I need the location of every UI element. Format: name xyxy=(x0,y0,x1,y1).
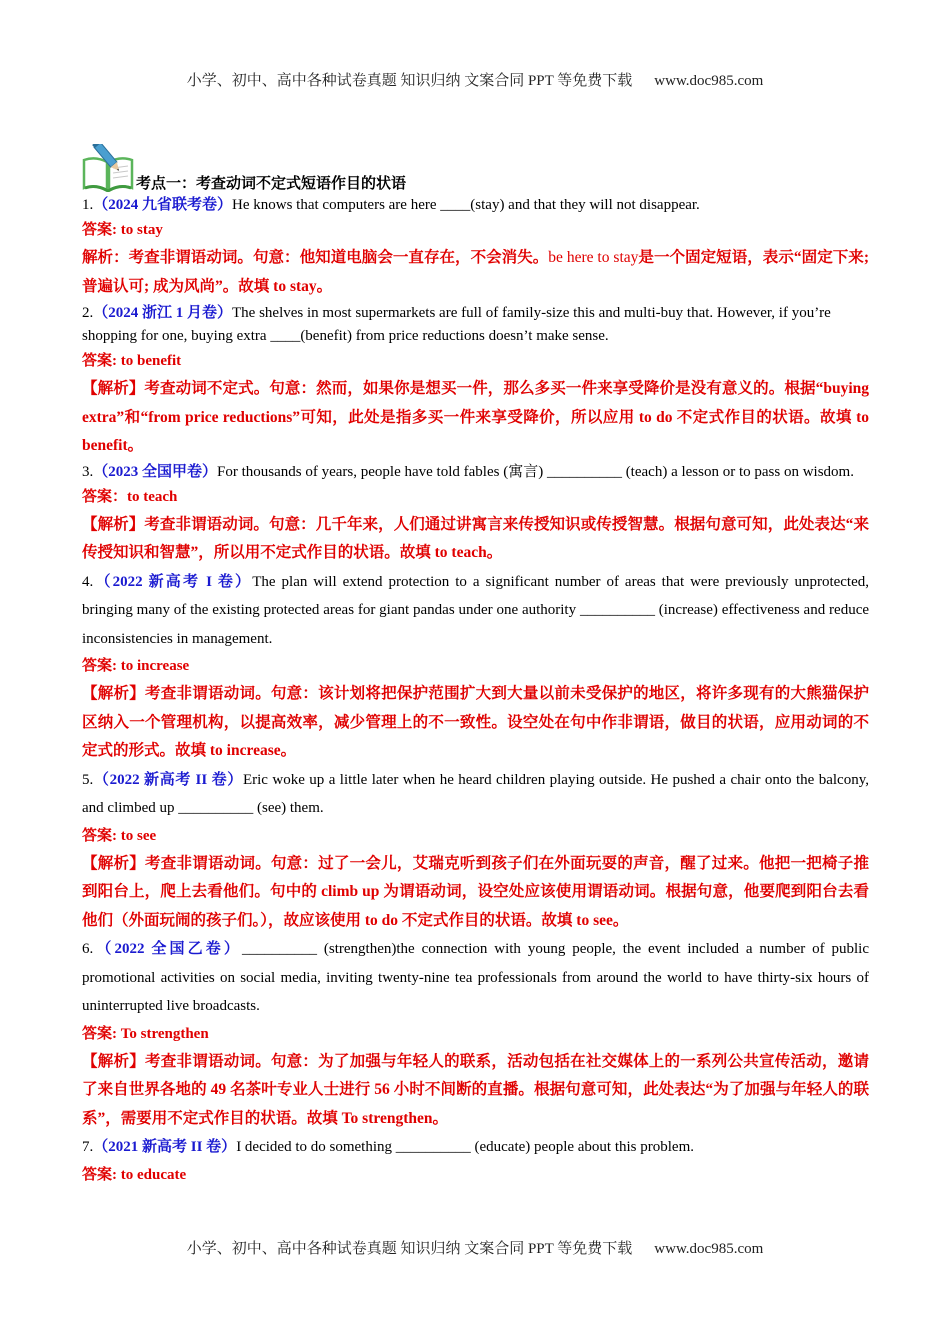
question-text: For thousands of years, people have told fables (寓言) xyxy=(217,463,547,480)
answer-blank: __________ xyxy=(579,602,655,618)
question-text-after: (stay) and that they will not disappear. xyxy=(470,197,700,213)
question-text: I decided to do something xyxy=(236,1139,396,1155)
explanation: 【解析】考查动词不定式。句意：然而，如果你是想买一件，那么多买一件来享受降价是没有意义的。根据“buying extra”和“from price reductions”可知，此处是指多买一件来享受降价，所以应用 to do 不定式作目的状语。故填 to benefit。 xyxy=(82,380,869,454)
answer-blank: __________ xyxy=(546,463,622,480)
question-source: （2023 全国甲卷） xyxy=(93,463,218,480)
question-number: 7. xyxy=(82,1139,94,1155)
explanation-part: 解析：考查非谓语动词。句意：他知道电脑会一直存在，不会消失。 xyxy=(82,249,549,266)
question-5 xyxy=(82,766,869,936)
question-text-after: (educate) people about this problem. xyxy=(470,1139,695,1155)
question-number: 1. xyxy=(82,197,94,213)
question-text: The plan will extend protection to a significant number of areas that were previously unprotected, bringing many of the existing protected areas for giant pandas under one authority xyxy=(82,573,869,618)
question-source: （2024 九省联考卷） xyxy=(93,197,233,213)
explanation: 【解析】考查非谓语动词。句意：为了加强与年轻人的联系，活动包括在社交媒体上的一系列公共宣传活动，邀请了来自世界各地的 49 名茶叶专业人士进行 56 小时不间断的直播。根据句意可知，此处表达“为了加强与年轻人的联系”，需要用不定式作目的状语。故填 To strengthen。 xyxy=(82,1052,869,1127)
answer: 答案: to benefit xyxy=(82,353,182,369)
question-source: （2024 浙江 1 月卷） xyxy=(93,305,233,321)
question-6 xyxy=(82,935,869,1133)
question-source: （2022 新高考 II 卷） xyxy=(93,771,243,788)
question-text-after: (strengthen)the connection with young people, the event included a number of public promotional activities on social media, inviting twenty-nine tea professionals from around the world to have thirty-six hours of uninterrupted live broadcasts. xyxy=(82,941,869,1014)
book-pencil-icon xyxy=(82,144,134,192)
question-number: 5. xyxy=(82,771,94,788)
document-body xyxy=(82,142,869,1189)
answer-blank: ____ xyxy=(270,328,301,344)
answer: 答案: To strengthen xyxy=(82,1025,209,1042)
answer: 答案: to increase xyxy=(82,658,190,674)
answer-blank: ____ xyxy=(440,197,471,213)
question-number: 3. xyxy=(82,463,94,480)
answer-blank: __________ xyxy=(395,1139,471,1155)
answer-blank: __________ xyxy=(242,941,318,957)
question-3 xyxy=(82,461,869,568)
question-7 xyxy=(82,1133,869,1189)
page-footer xyxy=(0,1237,950,1258)
question-number: 2. xyxy=(82,305,94,321)
explanation: 【解析】考查非谓语动词。句意：该计划将把保护范围扩大到大量以前未受保护的地区，将许多现有的大熊猫保护区纳入一个管理机构，以提高效率，减少管理上的不一致性。设空处在句中作非谓语，做目的状语，应用动词的不定式的形式。故填 to increase。 xyxy=(82,685,869,759)
question-text: The shelves in most supermarkets are full of family-size this and multi-buy that. However, if you’re shopping for one, buying extra xyxy=(82,305,831,344)
question-source: （2022 新高考 I 卷） xyxy=(93,573,253,590)
question-text-after: (increase) effectiveness and reduce inconsistencies in management. xyxy=(82,602,870,647)
question-source: （2021 新高考 II 卷） xyxy=(93,1139,237,1155)
question-number: 4. xyxy=(82,573,94,590)
section-title: 考点一：考查动词不定式短语作目的状语 xyxy=(136,174,407,192)
header-url[interactable]: www.doc985.com xyxy=(654,73,764,89)
answer-blank: __________ xyxy=(178,800,254,816)
question-source: （2022 全国乙卷） xyxy=(93,941,243,957)
explanation: 【解析】考查非谓语动词。句意：过了一会儿，艾瑞克听到孩子们在外面玩耍的声音，醒了过来。他把一把椅子推到阳台上，爬上去看他们。句中的 climb up 为谓语动词，设空处应该使用谓语动词。根据句意，他要爬到阳台去看他们（外面玩闹的孩子们。），故应该使用 to do 不定式作目的状语。故填 to see。 xyxy=(82,854,869,929)
explanation-phrase: be here to stay xyxy=(548,249,639,266)
footer-url[interactable]: www.doc985.com xyxy=(654,1241,764,1257)
header-text: 小学、初中、高中各种试卷真题 知识归纳 文案合同 PPT 等免费下载 xyxy=(186,73,633,89)
answer: 答案: to educate xyxy=(82,1166,187,1183)
answer: 答案: to see xyxy=(82,827,157,844)
footer-text: 小学、初中、高中各种试卷真题 知识归纳 文案合同 PPT 等免费下载 xyxy=(186,1241,633,1257)
question-text-after: (teach) a lesson or to pass on wisdom. xyxy=(621,463,854,480)
explanation xyxy=(82,244,869,301)
question-2 xyxy=(82,302,869,461)
question-number: 6. xyxy=(82,941,94,957)
explanation-part: 是一个固定短语，表示“固定下来; 普遍认可; 成为风尚”。故填 to stay。 xyxy=(82,249,869,295)
question-text-after: (benefit) from price reductions doesn’t make sense. xyxy=(300,328,609,344)
question-text-after: (see) them. xyxy=(253,800,324,816)
question-text: Eric woke up a little later when he heard children playing outside. He pushed a chair onto the balcony, and climbed up xyxy=(82,771,869,816)
answer: 答案：to teach xyxy=(82,488,178,505)
section-heading xyxy=(82,142,869,192)
answer: 答案: to stay xyxy=(82,222,163,238)
page-header xyxy=(0,69,950,90)
explanation: 【解析】考查非谓语动词。句意：几千年来，人们通过讲寓言来传授知识或传授智慧。根据句意可知，此处表达“来传授知识和智慧”，所以用不定式作目的状语。故填 to teach。 xyxy=(82,515,869,561)
question-text: He knows that computers are here xyxy=(232,197,441,213)
question-4 xyxy=(82,568,869,766)
question-1 xyxy=(82,194,869,301)
